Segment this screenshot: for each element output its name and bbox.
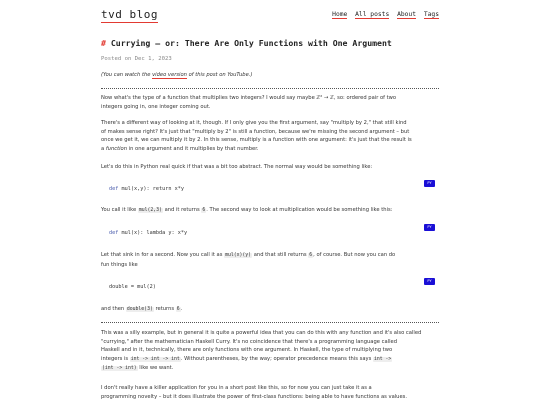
- video-note-pre: (You can watch the: [101, 72, 153, 78]
- code-block-3: [101, 278, 439, 294]
- paragraph-5: [101, 251, 439, 269]
- video-note-post: of this post on YouTube.): [186, 72, 253, 78]
- copy-code-button[interactable]: PY: [424, 224, 435, 231]
- paragraph-4: You call it like mul(2,3) and it returns 6. The second way to look at multiplication would be something like this:: [101, 207, 393, 213]
- nav-tags-link[interactable]: Tags: [423, 11, 439, 18]
- paragraph-7-line-3: Haskell and in it, technically, there are only functions with one argument. In Haskell, the type of multiplying two: [101, 347, 393, 354]
- copy-code-button[interactable]: PY: [424, 180, 435, 187]
- paragraph-7-line-1: This was a silly example, but in general it is quite a powerful idea that you can do this with any function and it's also called: [101, 330, 422, 336]
- post-title: [101, 38, 392, 48]
- inline-code: (int -> int): [102, 366, 137, 372]
- section-divider: [101, 88, 439, 89]
- site-brand-link[interactable]: tvd blog: [101, 8, 158, 21]
- paragraph-1-line-1: Now what's the type of a function that multiplies two integers? I would say maybe ℤ² → ℤ, so: ordered pair of two: [101, 95, 397, 101]
- paragraph-7-line-2: "currying," after the mathematician Haskell Curry. It's no coincidence that there's a programming language called: [101, 338, 397, 345]
- inline-code: 6: [309, 253, 313, 258]
- code-line: def mul(x): lambda y: x*y: [109, 230, 188, 236]
- nav-all-posts-link[interactable]: All posts: [355, 11, 390, 18]
- paragraph-1: [101, 94, 439, 111]
- copy-code-button[interactable]: PY: [424, 278, 435, 285]
- paragraph-7-line-5: (int -> int) like we want.: [102, 365, 174, 372]
- paragraph-5-line-1: Let that sink in for a second. Now you call it as mul(x)(y) and that still returns 6, of course. But now you can do: [101, 252, 396, 258]
- post-title-text: Currying – or: There Are Only Functions with One Argument: [110, 38, 392, 48]
- section-divider: [101, 322, 439, 323]
- paragraph-6: and then double(3) returns 6.: [101, 306, 183, 312]
- paragraph-3: Let's do this in Python real quick if that was a bit too abstract. The normal way would be something like:: [101, 164, 373, 170]
- paragraph-7: [101, 329, 439, 374]
- inline-code: int ->: [373, 356, 392, 362]
- code-block-2: [101, 224, 439, 240]
- emphasis-function: function: [105, 145, 128, 152]
- paragraph-7-line-4: integers is int -> int -> int. Without parentheses, by the way; operator precedence means this says int ->: [101, 355, 392, 362]
- paragraph-2-line-3: once we get it, we can multiply it by 2. In this sense, multiply is a function with one argument: it's just that the result is: [101, 137, 412, 144]
- inline-code: 6: [176, 307, 180, 312]
- site-header: [101, 5, 439, 27]
- main-nav: [328, 11, 439, 18]
- nav-about-link[interactable]: About: [397, 11, 417, 18]
- title-hash: #: [101, 38, 106, 48]
- inline-code: mul(2,3): [138, 208, 162, 213]
- paragraph-2-line-1: There's a different way of looking at it, though. If I only give you the first argument, say "multiply by 2," that still kind: [101, 120, 407, 126]
- video-note: [101, 71, 439, 80]
- nav-home-link[interactable]: Home: [332, 11, 348, 18]
- paragraph-5-line-2: fun things like: [101, 261, 138, 268]
- inline-code: 6: [202, 208, 206, 213]
- paragraph-1-line-2: integers going in, one integer coming out.: [101, 103, 211, 110]
- inline-code: mul(x)(y): [225, 253, 252, 258]
- paragraph-8: [101, 384, 439, 401]
- post-date: Posted on Dec 1, 2023: [101, 56, 172, 62]
- paragraph-8-line-1: I don't really have a killer application for you in a short post like this, so for now you can just take it as a: [101, 385, 372, 391]
- inline-code: double(3): [126, 307, 153, 312]
- paragraph-2-line-4: a function in one argument and it multiplies by that number.: [101, 145, 259, 152]
- paragraph-8-line-2: programming novelty – but it does illustrate the power of first-class functions: being able to have functions as values.: [101, 393, 408, 400]
- code-block-1: [101, 180, 439, 196]
- code-line: double = mul(2): [109, 284, 156, 290]
- inline-code: int -> int -> int: [130, 356, 180, 362]
- video-version-link[interactable]: video version: [152, 72, 187, 78]
- paragraph-2: [101, 119, 439, 153]
- code-line: def mul(x,y): return x*y: [109, 186, 184, 192]
- paragraph-2-line-2: of makes sense right? It's just that "multiply by 2" is still a function, because we're missing the second argument – but: [101, 128, 410, 135]
